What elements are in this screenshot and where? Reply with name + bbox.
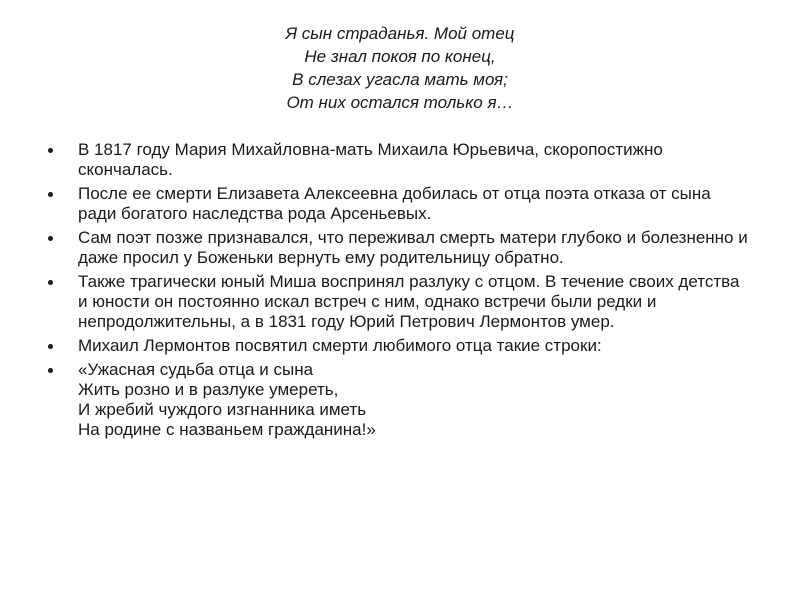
list-item [48,272,748,332]
list-item [48,184,748,224]
list-item [48,228,748,268]
poem-line: На родине с названьем гражданина!» [78,420,376,439]
bullet-dot-icon [48,280,53,285]
epigraph-line: Не знал покоя по конец, [304,47,496,66]
epigraph-poem [0,22,800,114]
poem-line: Жить розно и в разлуке умереть, [78,380,339,399]
poem-line: И жребий чуждого изгнанника иметь [78,400,367,419]
list-item-text: После ее смерти Елизавета Алексеевна добилась от отца поэта отказа от сына ради богатого наследства рода Арсеньевых. [78,184,711,223]
list-item-text: Михаил Лермонтов посвятил смерти любимого отца такие строки: [78,336,602,355]
bullet-dot-icon [48,344,53,349]
list-item [48,336,748,356]
epigraph-line: В слезах угасла мать моя; [292,70,508,89]
bullet-dot-icon [48,368,53,373]
bullet-dot-icon [48,236,53,241]
poem-line: «Ужасная судьба отца и сына [78,360,314,379]
list-item [48,140,748,180]
list-item-text: В 1817 году Мария Михайловна-мать Михаила Юрьевича, скоропостижно скончалась. [78,140,663,179]
bullet-dot-icon [48,148,53,153]
list-item-text: Сам поэт позже признавался, что переживал смерть матери глубоко и болезненно и даже просил у Боженьки вернуть ему родительницу обратно. [78,228,748,267]
bullet-dot-icon [48,192,53,197]
epigraph-line: От них остался только я… [286,93,514,112]
bullet-list [48,140,748,444]
list-item-text: Также трагически юный Миша воспринял разлуку с отцом. В течение своих детства и юности он постоянно искал встреч с ним, однако встречи были редки и непродолжительны, а в 1831 году Юрий Петрович Лермонтов умер. [78,272,740,331]
epigraph-line: Я сын страданья. Мой отец [285,24,515,43]
list-item-poem [48,360,748,440]
